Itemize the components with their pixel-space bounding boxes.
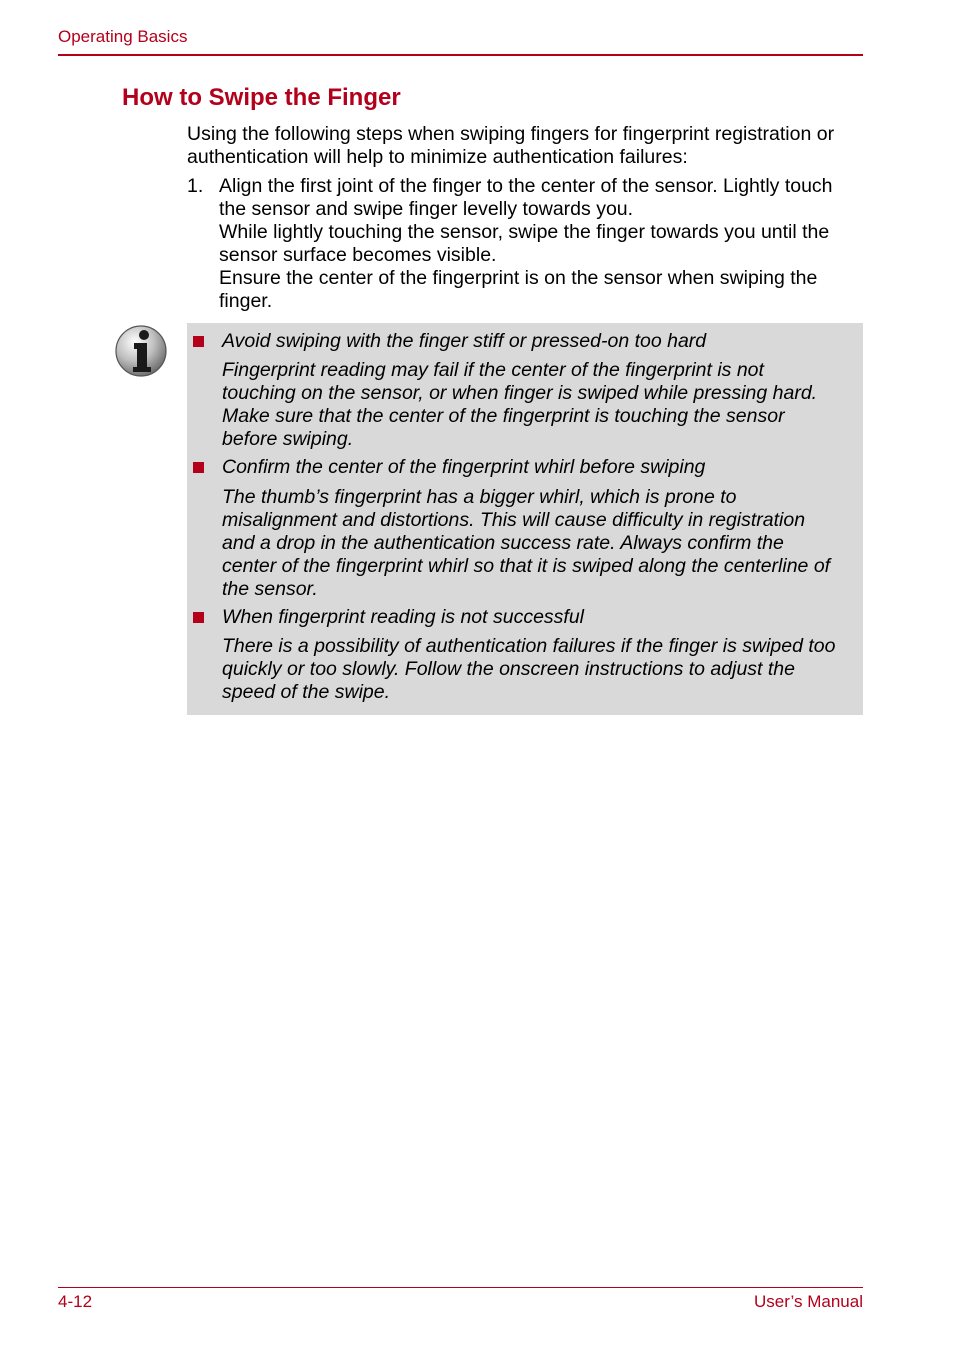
note-line: touching on the sensor, or when finger is swiped while pressing hard.	[222, 382, 818, 404]
note-line: There is a possibility of authentication failures if the finger is swiped too	[222, 635, 836, 657]
note-box	[187, 323, 863, 715]
bullet-square-icon	[193, 462, 204, 473]
note-body	[222, 486, 862, 601]
header-rule	[58, 54, 863, 56]
intro-line: Using the following steps when swiping fingers for fingerprint registration or	[187, 123, 835, 145]
note-line: quickly or too slowly. Follow the onscreen instructions to adjust the	[222, 658, 795, 680]
bullet-square-icon	[193, 336, 204, 347]
note-line: speed of the swipe.	[222, 681, 391, 703]
step-line: Align the first joint of the finger to the center of the sensor. Lightly touch	[219, 175, 833, 197]
step-line: sensor surface becomes visible.	[219, 244, 497, 266]
step-line: the sensor and swipe finger levelly towards you.	[219, 198, 634, 220]
bullet-square-icon	[193, 612, 204, 623]
note-body	[222, 635, 862, 704]
note-heading: When fingerprint reading is not successful	[222, 606, 585, 628]
intro-paragraph	[187, 123, 867, 169]
manual-title: User’s Manual	[754, 1292, 863, 1311]
info-icon	[114, 324, 168, 378]
step-number: 1.	[187, 175, 204, 197]
step-item	[187, 175, 867, 313]
footer-rule	[58, 1287, 863, 1288]
step-line: While lightly touching the sensor, swipe the finger towards you until the	[219, 221, 830, 243]
step-line: finger.	[219, 290, 273, 312]
note-line: center of the fingerprint whirl so that it is swiped along the centerline of	[222, 555, 831, 577]
step-text	[219, 175, 867, 313]
note-heading: Confirm the center of the fingerprint whirl before swiping	[222, 456, 706, 478]
note-heading: Avoid swiping with the finger stiff or pressed-on too hard	[222, 330, 707, 352]
note-line: and a drop in the authentication success rate. Always confirm the	[222, 532, 784, 554]
note-line: misalignment and distortions. This will cause difficulty in registration	[222, 509, 806, 531]
intro-line: authentication will help to minimize authentication failures:	[187, 146, 688, 168]
note-body	[222, 359, 862, 451]
note-line: Fingerprint reading may fail if the center of the fingerprint is not	[222, 359, 764, 381]
note-line: the sensor.	[222, 578, 318, 600]
note-line: Make sure that the center of the fingerprint is touching the sensor	[222, 405, 785, 427]
note-line: The thumb’s fingerprint has a bigger whirl, which is prone to	[222, 486, 737, 508]
step-line: Ensure the center of the fingerprint is on the sensor when swiping the	[219, 267, 818, 289]
note-line: before swiping.	[222, 428, 354, 450]
running-header: Operating Basics	[58, 27, 188, 46]
section-title: How to Swipe the Finger	[122, 84, 401, 111]
page-number: 4-12	[58, 1292, 93, 1311]
